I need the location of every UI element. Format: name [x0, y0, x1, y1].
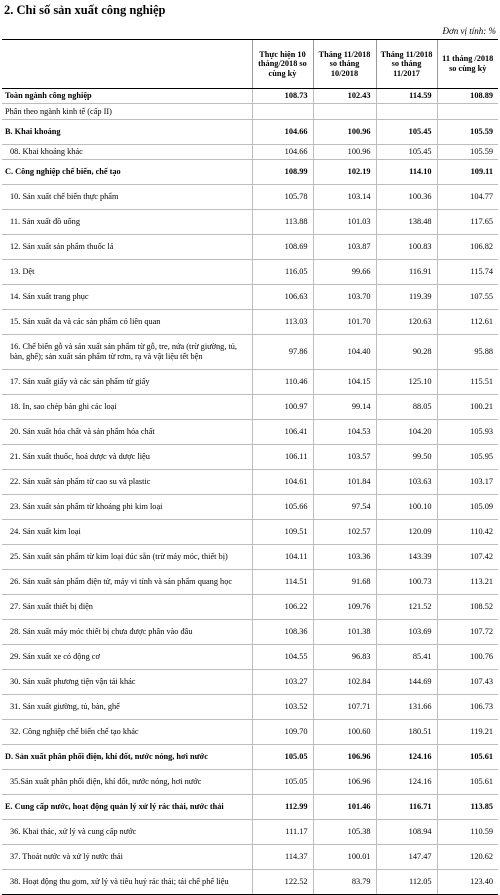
row-value: 105.05	[252, 769, 313, 794]
row-value: 106.96	[313, 769, 376, 794]
row-value: 107.55	[437, 285, 498, 310]
row-value: 105.59	[437, 144, 498, 159]
row-value: 143.39	[376, 544, 437, 569]
row-value: 106.22	[252, 594, 313, 619]
row-value: 101.84	[313, 469, 376, 494]
row-label: 36. Khai thác, xử lý và cung cấp nước	[2, 819, 252, 844]
row-value: 104.55	[252, 644, 313, 669]
column-header: Tháng 11/2018 so tháng 11/2017	[376, 40, 437, 89]
row-value: 101.03	[313, 210, 376, 235]
row-value: 105.93	[437, 419, 498, 444]
row-label: 13. Dệt	[2, 260, 252, 285]
table-row	[2, 769, 498, 794]
row-value: 104.15	[313, 369, 376, 394]
row-value: 105.66	[252, 494, 313, 519]
row-label: Phân theo ngành kinh tế (cấp II)	[2, 104, 252, 119]
row-label: 11. Sản xuất đồ uống	[2, 210, 252, 235]
row-label: 10. Sản xuất chế biến thực phẩm	[2, 185, 252, 210]
row-value: 110.42	[437, 519, 498, 544]
row-value: 104.66	[252, 144, 313, 159]
row-value: 120.62	[437, 844, 498, 869]
row-value: 111.17	[252, 819, 313, 844]
row-value: 100.36	[376, 185, 437, 210]
row-value: 102.57	[313, 519, 376, 544]
row-value: 88.05	[376, 394, 437, 419]
row-label: Toàn ngành công nghiệp	[2, 89, 252, 104]
row-value: 104.40	[313, 335, 376, 370]
row-value: 106.41	[252, 419, 313, 444]
table-row	[2, 394, 498, 419]
row-value: 108.36	[252, 619, 313, 644]
row-value: 124.16	[376, 744, 437, 769]
row-value: 120.09	[376, 519, 437, 544]
row-value: 110.59	[437, 819, 498, 844]
row-value: 103.57	[313, 444, 376, 469]
row-label: 23. Sản xuất sản phẩm từ khoáng phi kim loại	[2, 494, 252, 519]
row-value: 96.83	[313, 644, 376, 669]
row-label: 28. Sản xuất máy móc thiết bị chưa được phân vào đâu	[2, 619, 252, 644]
row-label: 12. Sản xuất sản phẩm thuốc lá	[2, 235, 252, 260]
row-value: 90.28	[376, 335, 437, 370]
row-value: 114.51	[252, 569, 313, 594]
table-row	[2, 594, 498, 619]
row-label: 35.Sản xuất phân phối điện, khí đốt, nước nóng, hơi nước	[2, 769, 252, 794]
column-header: Tháng 11/2018 so tháng 10/2018	[313, 40, 376, 89]
row-label: 32. Công nghiệp chế biến chế tạo khác	[2, 719, 252, 744]
row-value: 100.96	[313, 119, 376, 144]
row-value: 105.09	[437, 494, 498, 519]
row-value: 95.88	[437, 335, 498, 370]
row-value: 99.66	[313, 260, 376, 285]
row-value: 117.65	[437, 210, 498, 235]
page-title: 2. Chỉ số sản xuất công nghiệp	[4, 3, 166, 17]
row-value: 116.71	[376, 794, 437, 819]
row-label: 20. Sản xuất hóa chất và sản phẩm hóa chất	[2, 419, 252, 444]
table-row	[2, 619, 498, 644]
row-label: 37. Thoát nước và xử lý nước thải	[2, 844, 252, 869]
row-value	[376, 104, 437, 119]
table-row	[2, 119, 498, 144]
row-value: 108.99	[252, 160, 313, 185]
unit-note: Đơn vị tính: %	[442, 26, 496, 36]
row-value: 109.70	[252, 719, 313, 744]
row-value: 107.43	[437, 669, 498, 694]
row-value: 97.54	[313, 494, 376, 519]
row-value: 123.40	[437, 869, 498, 894]
row-value: 112.61	[437, 310, 498, 335]
row-value: 106.63	[252, 285, 313, 310]
row-value: 103.70	[313, 285, 376, 310]
row-value: 138.48	[376, 210, 437, 235]
row-value: 91.68	[313, 569, 376, 594]
row-label: 08. Khai khoáng khác	[2, 144, 252, 159]
row-value: 99.14	[313, 394, 376, 419]
row-value: 97.86	[252, 335, 313, 370]
row-value: 105.45	[376, 119, 437, 144]
table-row	[2, 494, 498, 519]
table-row	[2, 544, 498, 569]
table-row	[2, 235, 498, 260]
row-value: 105.61	[437, 744, 498, 769]
column-header: Thực hiện 10 tháng/2018 so cùng kỳ	[252, 40, 313, 89]
row-value: 113.03	[252, 310, 313, 335]
row-label: 18. In, sao chép bản ghi các loại	[2, 394, 252, 419]
row-value: 108.94	[376, 819, 437, 844]
table-row	[2, 185, 498, 210]
table-row	[2, 469, 498, 494]
row-value: 104.53	[313, 419, 376, 444]
row-value: 100.10	[376, 494, 437, 519]
row-value: 107.72	[437, 619, 498, 644]
row-value: 104.61	[252, 469, 313, 494]
row-value: 100.76	[437, 644, 498, 669]
row-value: 102.84	[313, 669, 376, 694]
row-value: 100.21	[437, 394, 498, 419]
row-label: 22. Sản xuất sản phẩm từ cao su và plastic	[2, 469, 252, 494]
row-value: 113.85	[437, 794, 498, 819]
row-value: 108.52	[437, 594, 498, 619]
row-label: B. Khai khoáng	[2, 119, 252, 144]
row-value: 106.96	[313, 744, 376, 769]
row-value: 125.10	[376, 369, 437, 394]
row-value: 100.83	[376, 235, 437, 260]
row-value: 100.01	[313, 844, 376, 869]
row-value: 112.99	[252, 794, 313, 819]
row-label: 16. Chế biến gỗ và sản xuất sản phẩm từ gỗ, tre, nứa (trừ giường, tủ, bàn, ghế); sản xuất sản phẩm từ rơm, rạ và vật liệu tết bện	[2, 335, 252, 370]
table-row	[2, 519, 498, 544]
table-row	[2, 794, 498, 819]
row-value: 103.69	[376, 619, 437, 644]
table-row	[2, 210, 498, 235]
row-value: 116.05	[252, 260, 313, 285]
table-row	[2, 719, 498, 744]
row-label: 29. Sản xuất xe có động cơ	[2, 644, 252, 669]
row-value: 104.77	[437, 185, 498, 210]
row-label: 31. Sản xuất giường, tủ, bàn, ghế	[2, 694, 252, 719]
row-label: 26. Sản xuất sản phẩm điện tử, máy vi tính và sản phẩm quang học	[2, 569, 252, 594]
row-value: 122.52	[252, 869, 313, 894]
row-value: 83.79	[313, 869, 376, 894]
row-value: 119.21	[437, 719, 498, 744]
row-value: 85.41	[376, 644, 437, 669]
row-value: 105.38	[313, 819, 376, 844]
row-value: 100.96	[313, 144, 376, 159]
table-row	[2, 644, 498, 669]
row-value: 120.63	[376, 310, 437, 335]
row-value: 131.66	[376, 694, 437, 719]
row-value: 104.11	[252, 544, 313, 569]
row-value: 103.87	[313, 235, 376, 260]
row-value: 115.51	[437, 369, 498, 394]
table-row	[2, 869, 498, 894]
row-value: 106.11	[252, 444, 313, 469]
row-value: 147.47	[376, 844, 437, 869]
table-body	[2, 89, 498, 895]
row-value: 107.71	[313, 694, 376, 719]
row-label: 30. Sản xuất phương tiện vận tải khác	[2, 669, 252, 694]
row-value: 105.61	[437, 769, 498, 794]
row-value	[437, 104, 498, 119]
row-label: 25. Sản xuất sản phẩm từ kim loại đúc sẵn (trừ máy móc, thiết bị)	[2, 544, 252, 569]
row-value: 116.91	[376, 260, 437, 285]
row-value	[252, 104, 313, 119]
row-value: 108.89	[437, 89, 498, 104]
row-value: 113.21	[437, 569, 498, 594]
table-row	[2, 694, 498, 719]
row-value: 112.05	[376, 869, 437, 894]
row-value: 124.16	[376, 769, 437, 794]
row-value: 103.17	[437, 469, 498, 494]
row-value: 108.69	[252, 235, 313, 260]
table-row	[2, 310, 498, 335]
row-label: 38. Hoạt động thu gom, xử lý và tiêu huỷ rác thải; tái chế phế liệu	[2, 869, 252, 894]
row-value: 101.70	[313, 310, 376, 335]
row-value: 144.69	[376, 669, 437, 694]
row-value: 101.46	[313, 794, 376, 819]
row-value: 108.73	[252, 89, 313, 104]
table-row	[2, 444, 498, 469]
row-label: 15. Sản xuất da và các sản phẩm có liên quan	[2, 310, 252, 335]
row-value: 105.59	[437, 119, 498, 144]
row-value: 109.51	[252, 519, 313, 544]
table-row	[2, 669, 498, 694]
row-value: 102.19	[313, 160, 376, 185]
row-value: 105.45	[376, 144, 437, 159]
table-row	[2, 369, 498, 394]
table-row	[2, 104, 498, 119]
row-value: 121.52	[376, 594, 437, 619]
row-value: 100.73	[376, 569, 437, 594]
table-row	[2, 569, 498, 594]
row-value: 100.97	[252, 394, 313, 419]
row-value: 101.38	[313, 619, 376, 644]
industrial-production-index-table	[2, 39, 498, 895]
row-value: 103.52	[252, 694, 313, 719]
row-value: 109.76	[313, 594, 376, 619]
row-value: 114.10	[376, 160, 437, 185]
row-value: 104.20	[376, 419, 437, 444]
row-value: 105.78	[252, 185, 313, 210]
table-row	[2, 844, 498, 869]
row-value: 103.36	[313, 544, 376, 569]
row-value: 119.39	[376, 285, 437, 310]
row-value: 100.60	[313, 719, 376, 744]
table-row	[2, 819, 498, 844]
table-row	[2, 744, 498, 769]
row-value: 103.14	[313, 185, 376, 210]
row-value: 114.37	[252, 844, 313, 869]
table-row	[2, 160, 498, 185]
row-value: 106.73	[437, 694, 498, 719]
row-value: 103.27	[252, 669, 313, 694]
table-row	[2, 335, 498, 370]
row-value: 107.42	[437, 544, 498, 569]
table-row	[2, 419, 498, 444]
row-value: 104.66	[252, 119, 313, 144]
row-label: E. Cung cấp nước, hoạt động quản lý xử lý rác thải, nước thải	[2, 794, 252, 819]
row-label: 14. Sản xuất trang phục	[2, 285, 252, 310]
row-value: 105.95	[437, 444, 498, 469]
table-row	[2, 144, 498, 159]
row-value: 105.05	[252, 744, 313, 769]
row-label: D. Sản xuất phân phối điện, khí đốt, nước nóng, hơi nước	[2, 744, 252, 769]
row-value: 106.82	[437, 235, 498, 260]
table-row	[2, 260, 498, 285]
row-value	[313, 104, 376, 119]
row-value: 114.59	[376, 89, 437, 104]
table-row	[2, 285, 498, 310]
column-header: 11 tháng /2018 so cùng kỳ	[437, 40, 498, 89]
table-row	[2, 89, 498, 104]
row-label: 24. Sản xuất kim loại	[2, 519, 252, 544]
row-label: 27. Sản xuất thiết bị điện	[2, 594, 252, 619]
row-label: C. Công nghiệp chế biến, chế tạo	[2, 160, 252, 185]
row-value: 113.88	[252, 210, 313, 235]
row-value: 110.46	[252, 369, 313, 394]
row-value: 109.11	[437, 160, 498, 185]
row-label: 17. Sản xuất giấy và các sản phẩm từ giấy	[2, 369, 252, 394]
row-value: 180.51	[376, 719, 437, 744]
column-header	[2, 40, 252, 89]
row-value: 103.63	[376, 469, 437, 494]
row-value: 102.43	[313, 89, 376, 104]
row-value: 115.74	[437, 260, 498, 285]
row-value: 99.50	[376, 444, 437, 469]
table-header-row	[2, 40, 498, 89]
row-label: 21. Sản xuất thuốc, hoá dược và dược liệu	[2, 444, 252, 469]
